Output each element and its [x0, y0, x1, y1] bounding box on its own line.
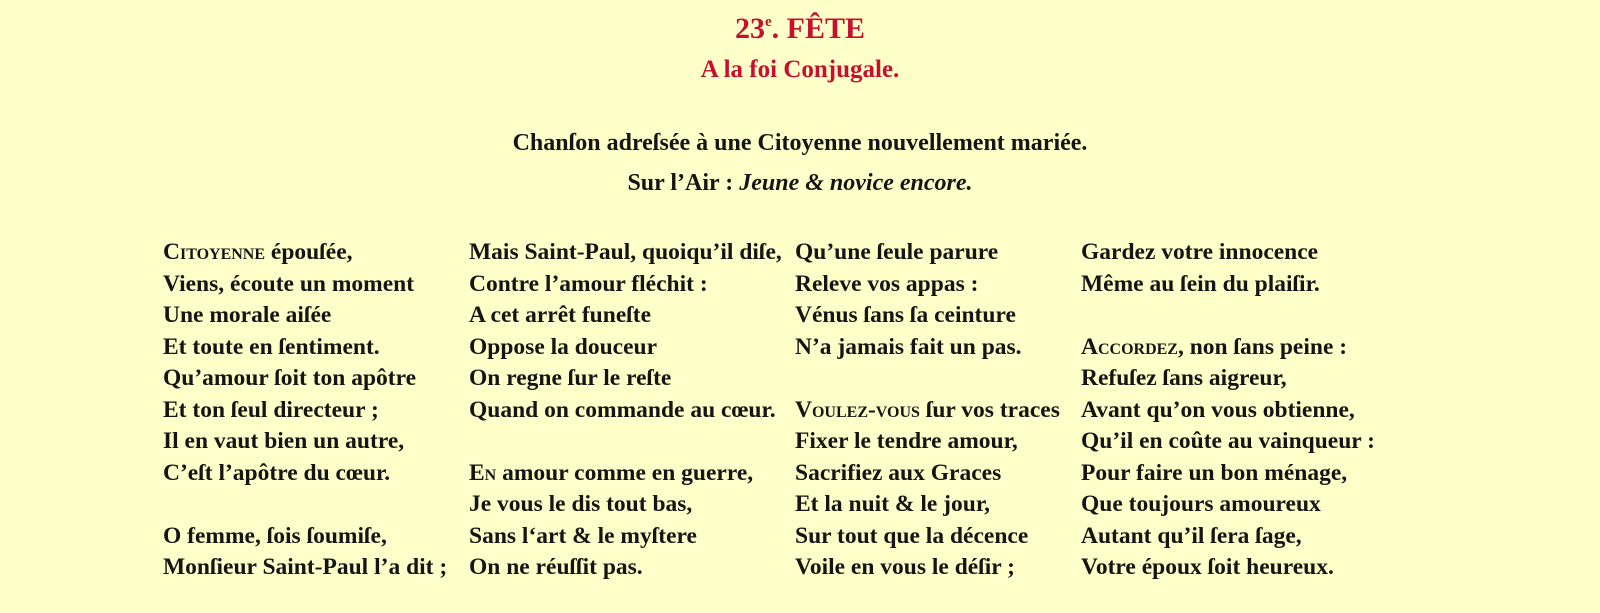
verse-line	[469, 363, 782, 395]
verse-line	[163, 237, 447, 269]
verse-line	[795, 332, 1060, 364]
verse-text: Sur tout que la décence	[795, 522, 1029, 549]
verse-text: Gardez votre innocence	[1081, 239, 1319, 265]
verse-line	[469, 395, 782, 427]
verse-line	[795, 300, 1060, 332]
verse-line	[795, 426, 1060, 458]
verse-text: Sacrifiez aux Graces	[795, 459, 1002, 486]
verse-line	[163, 300, 447, 332]
verse-text: Il en vaut bien un autre,	[163, 428, 405, 454]
verse-initial-caps: Accordez	[1081, 333, 1178, 360]
verse-line	[1081, 237, 1375, 269]
verse-text: N’a jamais fait un pas.	[795, 333, 1022, 360]
verse-line	[163, 426, 447, 458]
air-prefix: Sur l’Air :	[627, 170, 740, 196]
verse-text: épouſée,	[265, 239, 353, 265]
verse-line	[1081, 332, 1375, 364]
verse-text: Une morale aiſée	[163, 302, 332, 328]
verse-line	[795, 552, 1060, 584]
verse-text: amour comme en guerre,	[496, 459, 754, 486]
verse-line	[469, 458, 782, 490]
chapter-number-suffix: e	[764, 14, 772, 30]
verse-line	[795, 269, 1060, 301]
song-air	[0, 170, 1600, 197]
verse-line	[163, 458, 447, 490]
verse-line	[469, 300, 782, 332]
verse-text: C’eſt l’apôtre du cœur.	[163, 459, 391, 486]
chapter-subtitle: A la foi Conjugale.	[700, 56, 900, 83]
chapter-title-text: . FÊTE	[771, 12, 866, 45]
verse-text: Contre l’amour fléchit :	[469, 270, 708, 297]
verse-initial-caps: En	[469, 459, 497, 486]
verse-line	[795, 363, 1060, 395]
chapter-number: 23	[734, 12, 765, 45]
verse-column-1	[163, 237, 447, 584]
verse-text: Votre époux ſoit heureux.	[1081, 554, 1334, 580]
verse-line	[469, 426, 782, 458]
verse-text: Voile en vous le déſir ;	[795, 554, 1015, 580]
verse-line	[163, 489, 447, 521]
verse-line	[795, 458, 1060, 490]
verse-line	[469, 552, 782, 584]
verse-text: Pour faire un bon ménage,	[1081, 459, 1348, 486]
verse-line	[1081, 521, 1375, 553]
verse-text: Qu’il en coûte au vainqueur :	[1081, 428, 1376, 454]
verse-line	[163, 269, 447, 301]
verse-initial-caps: Voulez-vous	[795, 396, 920, 423]
verse-column-3	[795, 237, 1060, 584]
verse-text: Fixer le tendre amour,	[795, 428, 1018, 454]
verse-line	[795, 489, 1060, 521]
verse-text: Et toute en ſentiment.	[163, 333, 380, 360]
verse-text: On ne réuſſit pas.	[469, 554, 643, 580]
verse-text: ſur vos traces	[919, 396, 1060, 423]
verse-line	[795, 521, 1060, 553]
verse-line	[1081, 363, 1375, 395]
verse-text: Je vous le dis tout bas,	[469, 491, 693, 517]
verse-text: Viens, écoute un moment	[163, 270, 415, 297]
verse-text: Vénus ſans ſa ceinture	[795, 302, 1016, 328]
verse-text: Releve vos appas :	[795, 270, 979, 297]
verse-line	[163, 395, 447, 427]
verse-text: Même au ſein du plaiſir.	[1081, 270, 1320, 297]
verse-text: Autant qu’il ſera ſage,	[1081, 522, 1302, 549]
verse-text: Refuſez ſans aigreur,	[1081, 365, 1287, 391]
verse-text: Avant qu’on vous obtienne,	[1081, 396, 1355, 423]
verse-line	[469, 489, 782, 521]
song-dedication: Chanſon adreſsée à une Citoyenne nouvellement mariée.	[512, 130, 1088, 156]
verse-line	[163, 552, 447, 584]
verse-column-4	[1081, 237, 1375, 584]
verse-text: Mais Saint-Paul, quoiqu’il diſe,	[469, 239, 782, 265]
verse-line	[1081, 395, 1375, 427]
verse-text: Oppose la douceur	[469, 333, 658, 360]
verse-line	[1081, 552, 1375, 584]
air-title: Jeune & novice encore.	[739, 170, 973, 196]
verse-line	[1081, 300, 1375, 332]
verse-text: Sans l‘art & le myſtere	[469, 522, 697, 549]
verse-text: Qu’une ſeule parure	[795, 239, 999, 265]
verse-text: Que toujours amoureux	[1081, 491, 1321, 517]
verse-column-2	[469, 237, 782, 584]
verse-line	[1081, 458, 1375, 490]
verse-line	[795, 395, 1060, 427]
verse-line	[1081, 426, 1375, 458]
verse-text: Monſieur Saint-Paul l’a dit ;	[163, 554, 448, 580]
verse-text: Qu’amour ſoit ton apôtre	[163, 365, 417, 391]
chapter-title	[0, 12, 1600, 46]
verse-text: On regne ſur le reſte	[469, 365, 672, 391]
verse-text: Et la nuit & le jour,	[795, 491, 990, 517]
verse-text: Quand on commande au cœur.	[469, 396, 776, 423]
verse-line	[469, 521, 782, 553]
verse-initial-caps: Citoyenne	[163, 239, 266, 265]
verse-line	[469, 332, 782, 364]
verse-line	[163, 332, 447, 364]
verse-line	[163, 363, 447, 395]
verse-line	[163, 521, 447, 553]
verse-line	[1081, 269, 1375, 301]
verse-line	[469, 269, 782, 301]
verse-text: O femme, ſois ſoumiſe,	[163, 522, 387, 549]
verse-line	[795, 237, 1060, 269]
verse-text: A cet arrêt funeſte	[469, 302, 652, 328]
verse-line	[1081, 489, 1375, 521]
verse-line	[469, 237, 782, 269]
verse-text: , non ſans peine :	[1177, 333, 1348, 360]
verse-text: Et ton ſeul directeur ;	[163, 396, 379, 423]
